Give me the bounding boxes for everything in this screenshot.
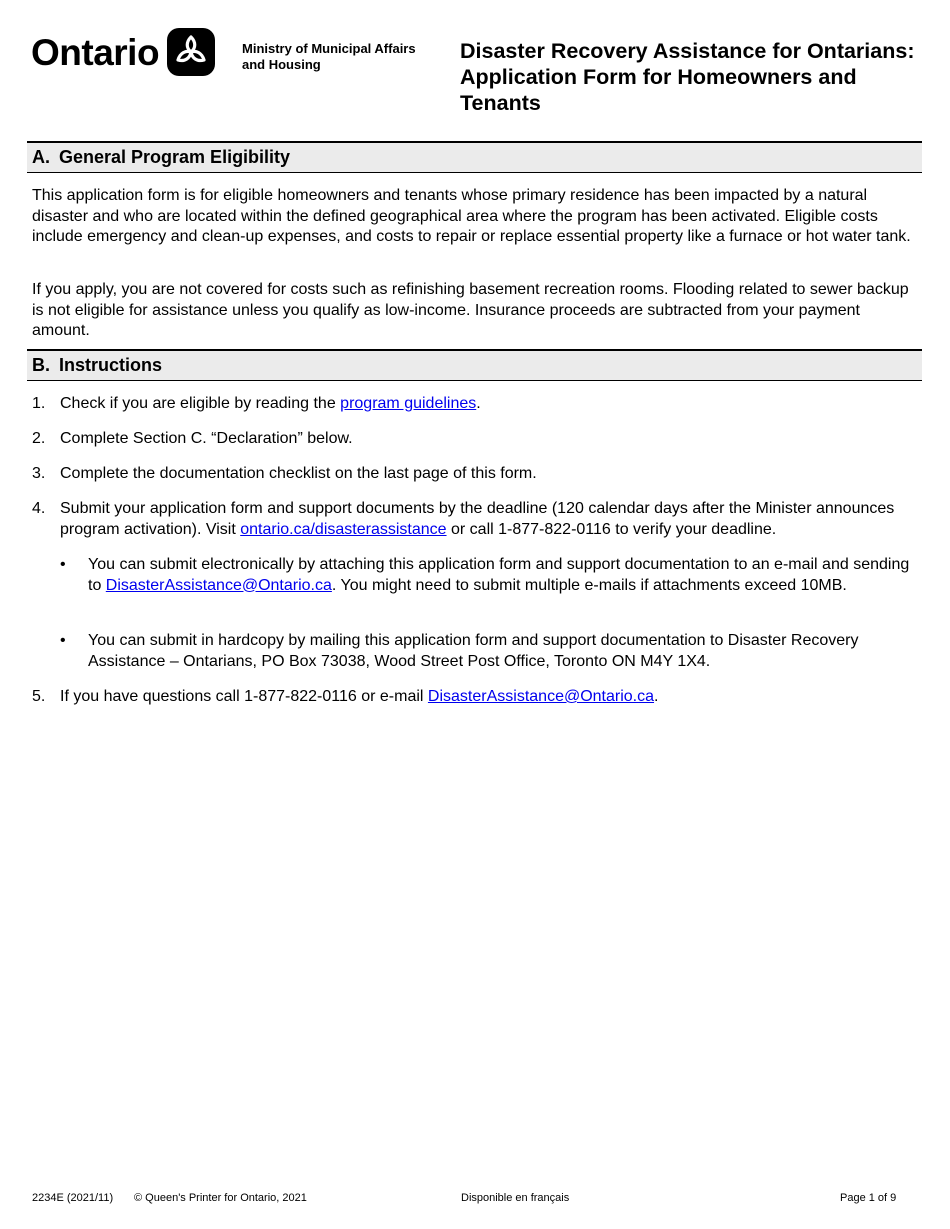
ontario-logo xyxy=(31,28,215,76)
ministry-line-2: and Housing xyxy=(242,57,321,72)
disaster-assistance-email-link[interactable]: DisasterAssistance@Ontario.ca xyxy=(105,576,332,594)
bullet-text-end: . You might need to submit multiple e-mails if attachments exceed 10MB. xyxy=(331,576,847,594)
form-title-line-3: Tenants xyxy=(460,91,541,115)
program-guidelines-link[interactable]: program guidelines xyxy=(340,395,477,412)
copyright-notice: © Queen's Printer for Ontario, 2021 xyxy=(134,1192,307,1204)
form-title-line-1: Disaster Recovery Assistance for Ontarians: xyxy=(460,39,915,63)
page-number: Page 1 of 9 xyxy=(840,1192,897,1204)
form-number: 2234E (2021/11) xyxy=(32,1192,114,1204)
item-number: 2. xyxy=(32,430,46,447)
bullet-text xyxy=(88,555,920,596)
item-text: Complete Section C. “Declaration” below. xyxy=(60,430,353,447)
section-b-letter: B. xyxy=(32,355,50,375)
item-number: 1. xyxy=(32,395,46,412)
ministry-line-1: Ministry of Municipal Affairs xyxy=(242,41,416,56)
trillium-icon xyxy=(167,28,215,76)
french-availability: Disponible en français xyxy=(461,1192,570,1204)
item-text-start: If you have questions call 1-877-822-0116 or e-mail xyxy=(60,688,428,705)
eligibility-paragraph-2: If you apply, you are not covered for costs such as refinishing basement recreation rooms. Flooding related to sewer backup is not eligible for assistance unless you qualify as low-income. Insurance proceeds are subtracted from your payment amount. xyxy=(32,281,909,339)
item-text-end: . xyxy=(476,395,481,412)
item-text-start: Check if you are eligible by reading the xyxy=(60,395,341,412)
ministry-name xyxy=(242,41,442,73)
item-text-start: Submit your application form and support documents by the deadline (120 calendar days after the Minister announces program activation). Visit xyxy=(60,500,895,538)
eligibility-paragraph-1: This application form is for eligible homeowners and tenants whose primary residence has been impacted by a natural disaster and who are located within the defined geographical area where the program has been activated. Eligible costs include emergency and clean-up expenses, and costs to repair or replace essential property like a furnace or hot water tank. xyxy=(32,187,911,245)
bullet-icon: • xyxy=(60,556,66,573)
section-b-header xyxy=(27,349,922,381)
logo-wordmark: Ontario xyxy=(31,31,160,73)
item-number: 5. xyxy=(32,688,46,705)
section-a-letter: A. xyxy=(32,147,50,167)
item-text-end: or call 1-877-822-0116 to verify your deadline. xyxy=(446,520,777,538)
bullet-text-start: You can submit electronically by attaching this application form and support documentation to an e-mail and sending to xyxy=(88,556,910,594)
section-b-title: Instructions xyxy=(59,355,163,375)
item-text xyxy=(60,394,922,415)
item-text: Complete the documentation checklist on the last page of this form. xyxy=(60,465,537,482)
bullet-text: You can submit in hardcopy by mailing this application form and support documentation to Disaster Recovery Assistance – Ontarians, PO Box 73038, Wood Street Post Office, Toronto ON M4Y 1X4. xyxy=(88,632,859,670)
questions-email-link[interactable]: DisasterAssistance@Ontario.ca xyxy=(427,688,655,705)
item-text xyxy=(60,687,922,708)
item-text-end: . xyxy=(654,688,659,705)
disaster-assistance-website-link[interactable]: ontario.ca/disasterassistance xyxy=(240,520,447,538)
item-number: 3. xyxy=(32,465,46,482)
form-title xyxy=(460,38,930,116)
section-a-header xyxy=(27,141,922,173)
section-a-title: General Program Eligibility xyxy=(59,147,291,167)
form-title-line-2: Application Form for Homeowners and xyxy=(460,65,857,89)
bullet-icon: • xyxy=(60,632,66,649)
item-number: 4. xyxy=(32,500,46,517)
item-text xyxy=(60,499,922,540)
